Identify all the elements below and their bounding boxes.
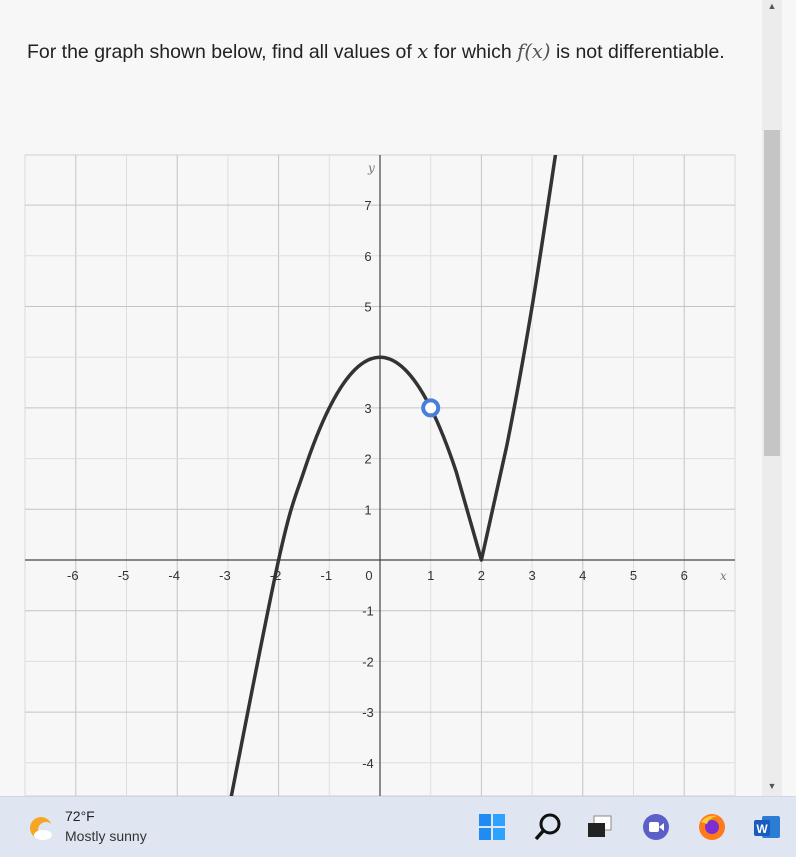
y-tick-label: 6 xyxy=(364,248,372,264)
x-tick-label: 6 xyxy=(680,568,688,583)
weather-temperature: 72°F xyxy=(65,808,95,824)
question-variable: x xyxy=(417,40,429,63)
x-tick-label: 5 xyxy=(629,568,638,583)
scrollbar-thumb[interactable] xyxy=(764,130,780,456)
meet-icon[interactable] xyxy=(641,812,671,842)
x-tick-label: -1 xyxy=(320,568,333,583)
question-part1: For the graph shown below, find all values of xyxy=(27,41,418,63)
scroll-up-arrow[interactable]: ▲ xyxy=(767,1,777,11)
x-tick-label: -4 xyxy=(168,568,180,583)
scroll-down-arrow[interactable]: ▼ xyxy=(767,781,777,791)
y-tick-label: 1 xyxy=(364,502,372,518)
question-function: f(x) xyxy=(517,40,551,63)
y-tick-label: -3 xyxy=(362,705,374,721)
y-axis-label: y xyxy=(368,161,375,175)
y-tick-label: 3 xyxy=(364,400,372,416)
y-tick-label: -4 xyxy=(362,755,374,771)
x-tick-label: -2 xyxy=(269,568,282,583)
taskbar xyxy=(0,796,796,857)
y-tick-label: 7 xyxy=(364,198,372,214)
question-part3: is not differentiable. xyxy=(550,41,725,63)
windows-start-icon[interactable] xyxy=(477,812,507,842)
search-icon[interactable] xyxy=(533,812,563,842)
y-tick-label: -1 xyxy=(362,603,374,619)
x-tick-label: 4 xyxy=(579,568,587,583)
x-tick-label: -3 xyxy=(219,568,231,583)
y-tick-label: 5 xyxy=(364,299,372,315)
y-tick-label: -2 xyxy=(362,654,374,670)
y-tick-label: 2 xyxy=(364,451,372,467)
weather-condition: Mostly sunny xyxy=(65,828,147,844)
x-tick-label: 3 xyxy=(528,568,536,583)
question-part2: for which xyxy=(428,41,518,63)
x-tick-label: 2 xyxy=(477,568,486,583)
open-point xyxy=(423,400,438,415)
x-tick-label: -5 xyxy=(117,568,130,583)
x-axis-label: x xyxy=(720,569,727,583)
svg-text:W: W xyxy=(756,822,768,836)
weather-icon[interactable] xyxy=(27,814,55,842)
firefox-icon[interactable] xyxy=(697,812,727,842)
x-tick-label: 0 xyxy=(365,568,373,583)
x-tick-label: -6 xyxy=(67,568,79,583)
word-icon[interactable] xyxy=(752,812,782,842)
open-points xyxy=(423,400,438,415)
x-tick-label: 1 xyxy=(427,568,435,583)
task-view-icon[interactable] xyxy=(585,812,615,842)
